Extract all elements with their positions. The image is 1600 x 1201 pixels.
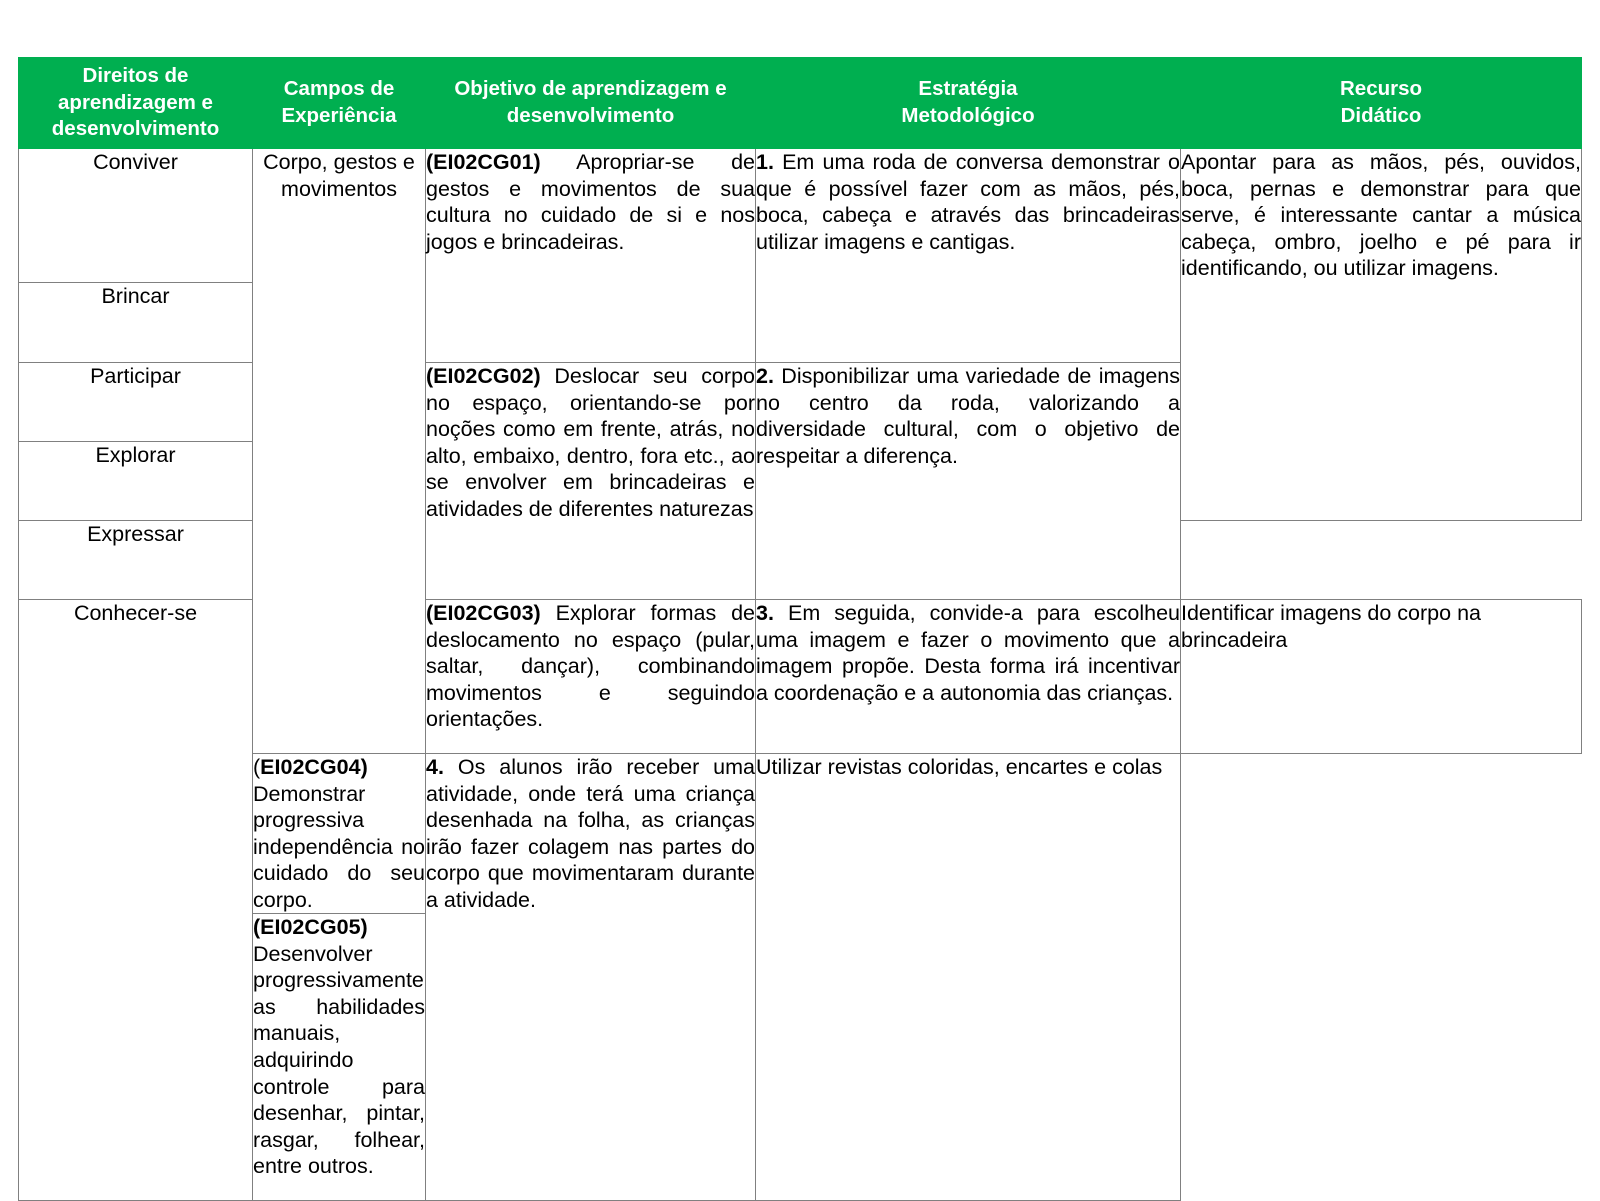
objetivo-text-ei02cg05: Desenvolver progressivamente as habilidades manuais, adquirindo controle para desenhar, pintar, rasgar, folhear, entre outros. <box>253 941 425 1179</box>
objetivo-cell-ei02cg02 <box>426 363 756 600</box>
estrategia-number-3: 3. <box>756 601 774 625</box>
objetivo-text-ei02cg04: Demonstrar progressiva independência no cuidado do seu corpo. <box>253 781 425 912</box>
objetivo-text-ei02cg03: Explorar formas de deslocamento no espaço (pular, saltar, dançar), combinando movimentos e seguindo orientações. <box>426 601 755 732</box>
objetivo-code-ei02cg01: (EI02CG01) <box>426 150 541 174</box>
objetivo-cell-ei02cg04 <box>253 754 426 914</box>
direito-cell-explorar: Explorar <box>19 442 253 521</box>
recurso-cell-3 <box>756 754 1181 1201</box>
estrategia-text-1: Em uma roda de conversa demonstrar o que é possível fazer com as mãos, pés, boca, cabeça e através das brincadeiras utilizar imagens e cantigas. <box>756 150 1180 254</box>
recurso-cell-2 <box>1181 600 1582 754</box>
objetivo-text-ei02cg02: Deslocar seu corpo no espaço, orientando-se por noções como em frente, atrás, no alto, embaixo, dentro, fora etc., ao se envolver em brincadeiras e atividades de diferentes naturezas <box>426 364 755 521</box>
column-header-direitos-line-3: desenvolvimento <box>51 117 220 141</box>
recurso-text-1: Apontar para as mãos, pés, ouvidos, boca, pernas e demonstrar para que serve, é interessante cantar a música cabeça, ombro, joelho e pé para ir identificando, ou utilizar imagens. <box>1181 150 1581 281</box>
objetivo-text-ei02cg01: Apropriar-se de gestos e movimentos de sua cultura no cuidado de si e nos jogos e brincadeiras. <box>426 150 755 254</box>
estrategia-number-2: 2. <box>756 364 774 388</box>
estrategia-cell-2 <box>756 363 1181 600</box>
column-header-recurso-line-1: Recurso <box>1339 77 1423 101</box>
column-header-estrategia-line-1: Estratégia <box>918 77 1018 101</box>
objetivo-code-suffix-ei02cg04: ) <box>360 755 368 779</box>
recurso-text-2: Identificar imagens do corpo na brincadeira <box>1181 601 1481 652</box>
estrategia-cell-3 <box>756 600 1181 754</box>
objetivo-code-ei02cg04: EI02CG04 <box>260 755 361 779</box>
estrategia-cell-1 <box>756 149 1181 363</box>
table-header-row <box>19 58 1582 149</box>
objetivo-code-ei02cg02: (EI02CG02) <box>426 364 541 388</box>
direito-cell-participar: Participar <box>19 363 253 442</box>
direito-cell-conviver: Conviver <box>19 149 253 283</box>
column-header-direitos <box>19 58 253 149</box>
estrategia-number-1: 1. <box>756 150 774 174</box>
column-header-campos-line-2: Experiência <box>281 104 397 127</box>
column-header-objetivo-line-2: desenvolvimento <box>506 104 675 127</box>
column-header-objetivo-line-1: Objetivo de aprendizagem e <box>454 77 727 101</box>
column-header-recurso-line-2: Didático <box>1340 104 1422 127</box>
campo-experiencia-cell: Corpo, gestos e movimentos <box>253 149 426 754</box>
curriculum-plan-table <box>18 57 1582 1201</box>
column-header-direitos-line-2: aprendizagem e <box>58 90 213 114</box>
estrategia-text-4: Os alunos irão receber uma atividade, onde terá uma criança desenhada na folha, as crianças irão fazer colagem nas partes do corpo que movimentaram durante a atividade. <box>426 755 755 912</box>
objetivo-cell-ei02cg01 <box>426 149 756 363</box>
objetivo-code-ei02cg05: (EI02CG05) <box>253 915 368 940</box>
recurso-text-3: Utilizar revistas coloridas, encartes e colas <box>756 755 1163 779</box>
direito-cell-expressar: Expressar <box>19 521 253 600</box>
estrategia-text-2: Disponibilizar uma variedade de imagens no centro da roda, valorizando a diversidade cultural, com o objetivo de respeitar a diferença. <box>756 364 1180 468</box>
column-header-direitos-line-1: Direitos de <box>82 64 189 88</box>
table-body <box>19 149 1582 1201</box>
objetivo-code-prefix-ei02cg04: ( <box>253 755 261 779</box>
table-header <box>19 58 1582 149</box>
direito-cell-brincar: Brincar <box>19 283 253 363</box>
table-row <box>19 149 1582 283</box>
estrategia-cell-4 <box>426 754 756 1201</box>
column-header-campos-line-1: Campos de <box>283 77 395 101</box>
objetivo-code-ei02cg03: (EI02CG03) <box>426 601 541 625</box>
recurso-cell-1 <box>1181 149 1582 521</box>
table-row <box>19 754 1582 914</box>
column-header-estrategia <box>756 58 1181 149</box>
objetivo-cell-ei02cg05 <box>253 914 426 1201</box>
column-header-recurso <box>1181 58 1582 149</box>
objetivo-cell-ei02cg03 <box>426 600 756 754</box>
column-header-campos <box>253 58 426 149</box>
column-header-estrategia-line-2: Metodológico <box>901 104 1035 127</box>
column-header-objetivo <box>426 58 756 149</box>
estrategia-number-4: 4. <box>426 755 444 779</box>
direito-cell-conhecer-se: Conhecer-se <box>19 600 253 1201</box>
estrategia-text-3: Em seguida, convide-a para escolheu uma imagem e fazer o movimento que a imagem propõe. Desta forma irá incentivar a coordenação e a autonomia das crianças. <box>756 601 1180 705</box>
